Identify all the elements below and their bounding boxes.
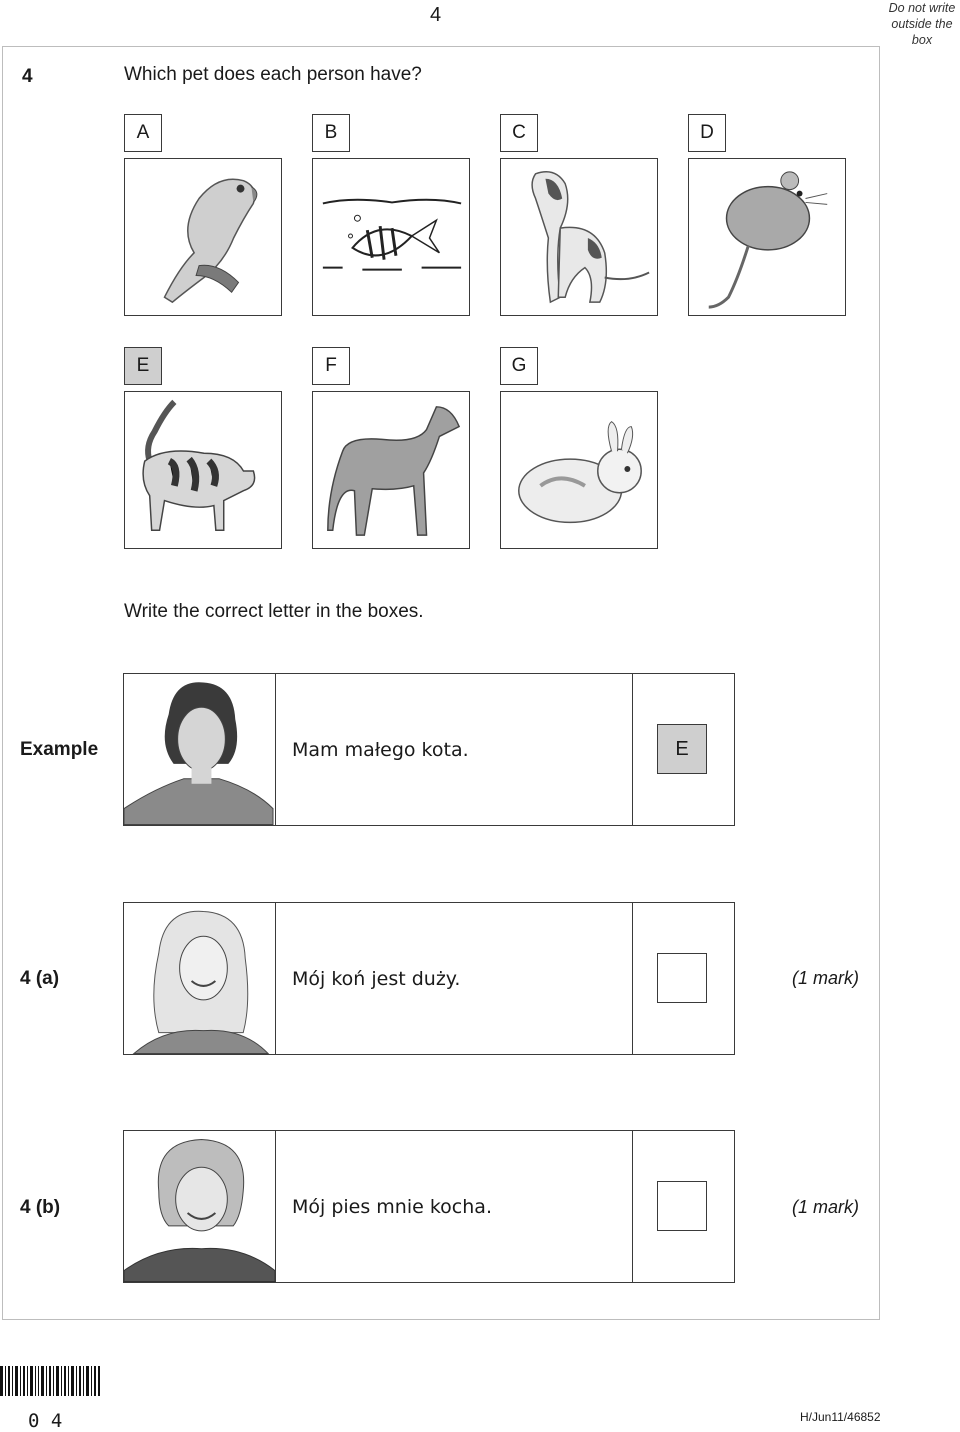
mouse-icon xyxy=(689,159,845,315)
item-a-answer-box[interactable] xyxy=(657,953,707,1003)
item-b-marks: (1 mark) xyxy=(792,1197,859,1217)
item-b-row xyxy=(123,1130,735,1283)
picture-f xyxy=(312,391,470,549)
margin-note-line: outside the xyxy=(891,17,953,31)
portrait-item-b xyxy=(124,1131,276,1282)
barcode xyxy=(0,1366,100,1396)
fish-icon xyxy=(313,159,469,315)
item-b-sentence: Mój pies mnie kocha. xyxy=(292,1195,492,1218)
picture-a xyxy=(124,158,282,316)
cat-icon xyxy=(125,392,281,548)
picture-d xyxy=(688,158,846,316)
picture-b xyxy=(312,158,470,316)
horse-icon xyxy=(313,392,469,548)
picture-c xyxy=(500,158,658,316)
dog-icon xyxy=(501,159,657,315)
instruction-text: Write the correct letter in the boxes. xyxy=(124,601,424,622)
rabbit-icon xyxy=(501,392,657,548)
example-sentence: Mam małego kota. xyxy=(292,738,469,761)
picture-e xyxy=(124,391,282,549)
picture-label-d: D xyxy=(688,114,726,152)
margin-note-line: box xyxy=(911,33,933,47)
example-row xyxy=(123,673,735,826)
example-label: Example xyxy=(20,739,99,760)
woman-portrait-icon xyxy=(124,903,275,1054)
woman-portrait-icon xyxy=(124,1131,275,1282)
parrot-icon xyxy=(125,159,281,315)
question-number: 4 xyxy=(22,66,33,87)
item-b-label: 4 (b) xyxy=(20,1197,61,1218)
picture-label-f: F xyxy=(312,347,350,385)
portrait-item-a xyxy=(124,903,276,1054)
item-a-sentence: Mój koń jest duży. xyxy=(292,967,461,990)
item-a-marks: (1 mark) xyxy=(792,968,859,988)
picture-g xyxy=(500,391,658,549)
divider xyxy=(632,1131,633,1282)
margin-note-line: Do not write xyxy=(888,1,956,15)
barcode-icon xyxy=(0,1366,100,1396)
woman-portrait-icon xyxy=(124,674,275,825)
item-b-answer-box[interactable] xyxy=(657,1181,707,1231)
portrait-example xyxy=(124,674,276,825)
paper-reference: H/Jun11/46852 xyxy=(800,1410,881,1424)
picture-label-a: A xyxy=(124,114,162,152)
picture-label-c: C xyxy=(500,114,538,152)
picture-label-b: B xyxy=(312,114,350,152)
picture-label-e: E xyxy=(124,347,162,385)
margin-note xyxy=(884,0,960,48)
item-a-label: 4 (a) xyxy=(20,968,60,989)
divider xyxy=(632,674,633,825)
page-number: 4 xyxy=(430,4,442,26)
picture-label-g: G xyxy=(500,347,538,385)
example-answer-box: E xyxy=(657,724,707,774)
item-a-row xyxy=(123,902,735,1055)
divider xyxy=(632,903,633,1054)
question-text: Which pet does each person have? xyxy=(124,64,422,85)
barcode-number: 0 4 xyxy=(28,1410,63,1432)
